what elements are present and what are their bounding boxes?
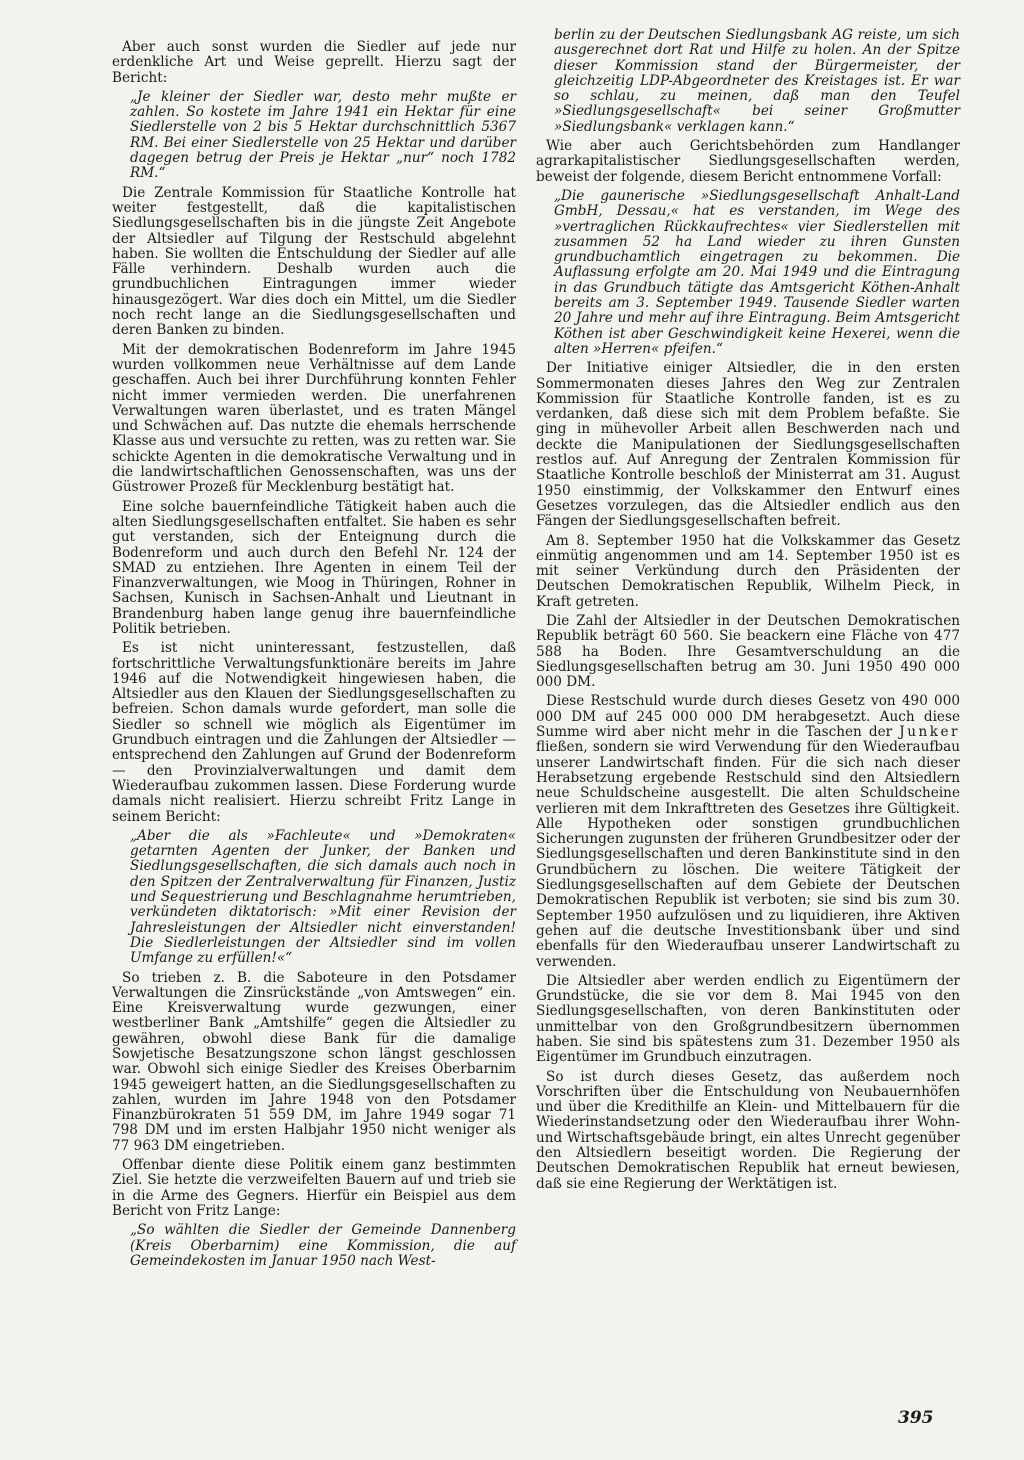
block-quote-continued: berlin zu der Deutschen Siedlungsbank AG reiste, um sich ausgerechnet dort Rat und Hilfe zu holen. An der Spitze dieser Kommission stand der Bürgermeister, der gleichzeitig LDP-Abgeordneter des Kreistages ist. Er war so schlau, zu meinen, daß man den Teufel »Siedlungsgesellschaft« bei seiner Großmutter »Siedlungsbank« verklagen kann.“ (554, 27, 960, 135)
block-quote: „Aber die als »Fachleute« und »Demokraten« getarnten Agenten der Junker, der Banken und Siedlungsgesellschaften, die sich damals auch noch in den Spitzen der Zentralverwaltung für Finanzen, Justiz und Sequestrierung und Beschlagnahme herumtrieben, verkündeten diktatorisch: »Mit einer Revision der Jahresleistungen der Altsiedler nicht einverstanden! Die Siedlerleistungen der Altsiedler sind im vollen Umfange zu erfüllen!«“ (130, 827, 516, 967)
paragraph: Die Altsiedler aber werden endlich zu Eigentümern der Grundstücke, die sie vor dem 8. Mai 1945 von den Siedlungsgesellschaften, von deren Bankinstituten oder unmittelbar von den Großgrundbesitzern übernommen haben. Sie sind bis spätestens zum 31. Dezember 1950 als Eigentümer im Grundbuch einzutragen. (536, 972, 960, 1066)
left-column (112, 40, 516, 1273)
paragraph: So trieben z. B. die Saboteure in den Potsdamer Verwaltungen die Zinsrückstände „von Amtswegen“ ein. Eine Kreisverwaltung wurde gezwungen, einer westberliner Bank „Amtshilfe“ gegen die Altsiedler zu gewähren, obwohl diese Bank für die damalige Sowjetische Besatzungszone schon längst geschlossen war. Obwohl sich einige Siedler des Kreises Oberbarnim 1945 geweigert hatten, an die Siedlungsgesellschaften zu zahlen, wurden im Jahre 1948 von den Potsdamer Finanzbürokraten 51 559 DM, im Jahre 1949 sogar 71 798 DM und im ersten Halbjahr 1950 nicht weniger als 77 963 DM eingetrieben. (112, 969, 516, 1154)
paragraph: Die Zentrale Kommission für Staatliche Kontrolle hat weiter festgestellt, daß die kapitalistischen Siedlungsgesellschaften bis in die jüngste Zeit Angebote der Altsiedler auf Tilgung der Restschuld abgelehnt haben. Sie wollten die Entschuldung der Siedler auf alle Fälle verhindern. Deshalb wurden auch die grundbuchlichen Eintragungen immer wieder hinausgezögert. War dies doch ein Mittel, um die Siedler noch recht lange an die Siedlungsgesellschaften und deren Banken zu binden. (112, 184, 516, 339)
page-number: 395 (898, 1408, 934, 1428)
right-column (536, 28, 960, 1196)
text-run: fließen, sondern sie wird Verwendung für den Wiederaufbau unserer Landwirtschaft finden. Für die sich nach dieser Herabsetzung ergebende Restschuld sind den Altsiedlern neue Schuldscheine ausgestellt. Die alten Schuldscheine verlieren mit dem Inkrafttreten des Gesetzes ihre Gültigkeit. Alle Hypotheken oder sonstigen grundbuchlichen Sicherungen zugunsten der früheren Grundbesitzer oder der Siedlungsgesellschaften und deren Bankinstitute sind in den Grundbüchern zu löschen. Die weitere Tätigkeit der Siedlungsgesellschaften auf dem Gebiete der Deutschen Demokratischen Republik ist verboten; sie sind bis zum 30. September 1950 aufzulösen und zu liquidieren, ihre Aktiven gehen auf die deutsche Investitionsbank über und sind ebenfalls für den Wiederaufbau unserer Landwirtschaft zu verwenden. (536, 739, 960, 970)
paragraph: Offenbar diente diese Politik einem ganz bestimmten Ziel. Sie hetzte die verzweifelten Bauern auf und trieb sie in die Arme des Gegners. Hierfür ein Beispiel aus dem Bericht von Fritz Lange: (112, 1157, 516, 1219)
paragraph: Die Zahl der Altsiedler in der Deutschen Demokratischen Republik beträgt 60 560. Sie beackern eine Fläche von 477 588 ha Boden. Ihre Gesamtverschuldung an die Siedlungsgesellschaften betrug am 30. Juni 1950 490 000 000 DM. (536, 612, 960, 691)
block-quote: „Je kleiner der Siedler war, desto mehr mußte er zahlen. So kostete im Jahre 1941 ein Hektar für eine Siedlerstelle von 2 bis 5 Hektar durchschnittlich 5367 RM. Bei einer Siedlerstelle von 25 Hektar und darüber dagegen betrug der Preis je Hektar „nur“ noch 1782 RM.“ (130, 88, 516, 182)
paragraph: Der Initiative einiger Altsiedler, die in den ersten Sommermonaten dieses Jahres den Weg zur Zentralen Kommission für Staatliche Kontrolle fanden, ist es zu verdanken, daß diese sich mit dem Problem befaßte. Sie ging in mühevoller Arbeit allen Beschwerden nach und deckte die Manipulationen der Siedlungsgesellschaften restlos auf. Auf Anregung der Zentralen Kommission für Staatliche Kontrolle beschloß der Ministerrat am 31. August 1950 einstimmig, der Volkskammer den Entwurf eines Gesetzes vorzulegen, das die Altsiedler endlich aus den Fängen der Siedlungsgesellschaften befreit. (536, 360, 960, 530)
paragraph (536, 694, 960, 969)
paragraph: Mit der demokratischen Bodenreform im Jahre 1945 wurden vollkommen neue Verhältnisse auf dem Lande geschaffen. Auch bei ihrer Durchführung konnten Fehler nicht immer vermieden werden. Die unerfahrenen Verwaltungen waren überlastet, und es traten Mängel und Schwächen auf. Das nutzte die ehemals herrschende Klasse aus und versuchte zu retten, was zu retten war. Sie schickte Agenten in die demokratische Verwaltung und in die landwirtschaftlichen Genossenschaften, was uns der Güstrower Prozeß für Mecklenburg bestätigt hat. (112, 341, 516, 496)
paragraph: Eine solche bauernfeindliche Tätigkeit haben auch die alten Siedlungsgesellschaften entfaltet. Sie haben es sehr gut verstanden, sich der Enteignung durch die Bodenreform und auch durch den Befehl Nr. 124 der SMAD zu entziehen. Ihre Agenten in einem Teil der Finanzverwaltungen, wie Moog in Thüringen, Rohner in Sachsen, Kunisch in Sachsen-Anhalt und Lieutnant in Brandenburg haben lange genug ihre bauernfeindliche Politik betrieben. (112, 498, 516, 637)
paragraph: Es ist nicht uninteressant, festzustellen, daß fortschrittliche Verwaltungsfunktionäre bereits im Jahre 1946 auf die Notwendigkeit hingewiesen haben, die Altsiedler aus den Klauen der Siedlungsgesellschaften zu befreien. Schon damals wurde gefordert, man solle die Siedler so schnell wie möglich als Eigentümer im Grundbuch eintragen und die Zahlungen der Altsiedler — entsprechend den Zahlungen auf Grund der Bodenreform — den Provinzialverwaltungen und damit dem Wiederaufbau zukommen lassen. Diese Forderung wurde damals nicht realisiert. Hierzu schreibt Fritz Lange in seinem Bericht: (112, 640, 516, 825)
paragraph: Aber auch sonst wurden die Siedler auf jede nur erdenkliche Art und Weise geprellt. Hierzu sagt der Bericht: (112, 39, 516, 86)
paragraph: Wie aber auch Gerichtsbehörden zum Handlanger agrarkapitalistischer Siedlungsgesellschaften werden, beweist der folgende, diesem Bericht entnommene Vorfall: (536, 138, 960, 185)
block-quote: „So wählten die Siedler der Gemeinde Dannenberg (Kreis Oberbarnim) eine Kommission, die auf Gemeindekosten im Januar 1950 nach West- (130, 1222, 516, 1269)
spaced-word: Junker (899, 724, 960, 741)
paragraph: So ist durch dieses Gesetz, das außerdem noch Vorschriften über die Entschuldung von Neubauernhöfen und über die Kredithilfe an Klein- und Mittelbauern für die Wiederinstandsetzung oder den Wiederaufbau ihrer Wohn- und Wirtschaftsgebäude bringt, ein altes Unrecht gegenüber den Altsiedlern beseitigt worden. Die Regierung der Deutschen Demokratischen Republik hat erneut bewiesen, daß sie eine Regierung der Werktätigen ist. (536, 1068, 960, 1192)
text-run: Diese Restschuld wurde durch dieses Gesetz von 490 000 000 DM auf 245 000 000 DM herabgesetzt. Auch diese Summe wird aber nicht mehr in die Taschen der (536, 693, 960, 741)
paragraph: Am 8. September 1950 hat die Volkskammer das Gesetz einmütig angenommen und am 14. September 1950 ist es mit seiner Verkündung durch den Präsidenten der Deutschen Demokratischen Republik, Wilhelm Pieck, in Kraft getreten. (536, 532, 960, 610)
block-quote: „Die gaunerische »Siedlungsgesellschaft Anhalt-Land GmbH, Dessau,« hat es verstanden, im Wege des »vertraglichen Rückkaufrechtes« vier Siedlerstellen mit zusammen 52 ha Land wieder zu ihren Gunsten grundbuchamtlich eingetragen zu bekommen. Die Auflassung erfolgte am 20. Mai 1949 und die Eintragung in das Grundbuch tätigte das Amtsgericht Köthen-Anhalt bereits am 3. September 1949. Tausende Siedler warten 20 Jahre und mehr auf ihre Eintragung. Beim Amtsgericht Köthen ist aber Geschwindigkeit keine Hexerei, wenn die alten »Herren« pfeifen.“ (554, 187, 960, 357)
